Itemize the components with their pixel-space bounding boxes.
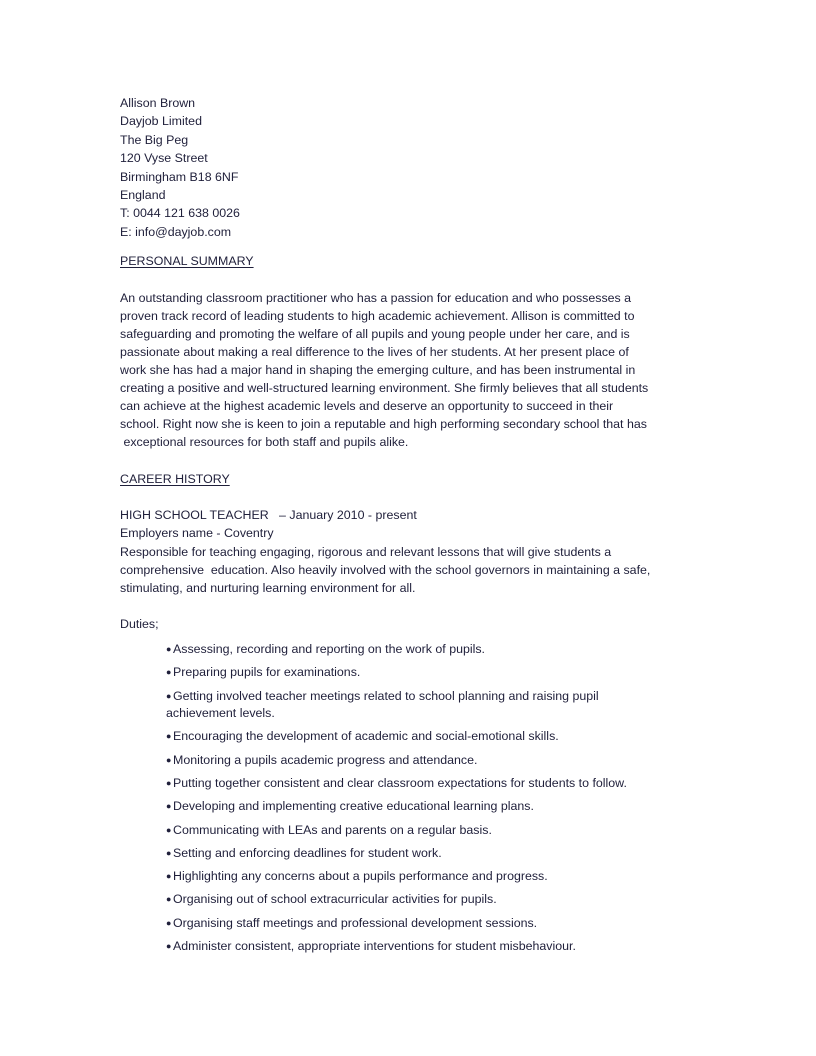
description-line: comprehensive education. Also heavily involved with the school governors in maintaining a safe, bbox=[120, 562, 651, 577]
bullet-icon: ● bbox=[166, 917, 172, 928]
list-item bbox=[166, 798, 666, 816]
contact-name: Allison Brown bbox=[120, 96, 196, 110]
duty-text: Preparing pupils for examinations. bbox=[173, 665, 361, 680]
duties-list bbox=[166, 641, 690, 956]
bullet-icon: ● bbox=[166, 801, 172, 812]
career-history-heading: CAREER HISTORY bbox=[120, 471, 230, 486]
duty-text: Organising staff meetings and professional development sessions. bbox=[173, 915, 538, 930]
contact-country: England bbox=[120, 188, 166, 203]
list-item bbox=[166, 845, 666, 863]
duty-text: Monitoring a pupils academic progress and attendance. bbox=[173, 752, 478, 767]
bullet-icon: ● bbox=[166, 871, 172, 882]
list-item bbox=[166, 915, 666, 933]
document-content bbox=[120, 94, 690, 961]
list-item bbox=[166, 775, 666, 793]
contact-company: Dayjob Limited bbox=[120, 114, 202, 129]
list-item bbox=[166, 938, 666, 956]
contact-email: E: info@dayjob.com bbox=[120, 224, 232, 239]
job-description bbox=[120, 543, 690, 597]
bullet-icon: ● bbox=[166, 667, 172, 678]
personal-summary-heading: PERSONAL SUMMARY bbox=[120, 254, 254, 269]
list-item bbox=[166, 664, 666, 682]
contact-block bbox=[120, 94, 690, 241]
duty-text: Assessing, recording and reporting on the work of pupils. bbox=[173, 642, 486, 656]
bullet-icon: ● bbox=[166, 754, 172, 765]
bullet-icon: ● bbox=[166, 731, 172, 742]
summary-line: proven track record of leading students to high academic achievement. Allison is committed to bbox=[120, 308, 635, 323]
summary-line: can achieve at the highest academic levels and deserve an opportunity to succeed in their bbox=[120, 399, 614, 414]
duty-text: Getting involved teacher meetings related to school planning and raising pupil achievement levels. bbox=[166, 688, 599, 721]
list-item bbox=[166, 688, 666, 723]
duty-text: Administer consistent, appropriate interventions for student misbehaviour. bbox=[173, 938, 576, 953]
list-item bbox=[166, 868, 666, 886]
employer-name: Employers name - Coventry bbox=[120, 526, 274, 541]
summary-line: school. Right now she is keen to join a reputable and high performing secondary school that has bbox=[120, 417, 647, 432]
description-line: Responsible for teaching engaging, rigorous and relevant lessons that will give students a bbox=[120, 544, 612, 559]
contact-street: 120 Vyse Street bbox=[120, 151, 208, 166]
contact-building: The Big Peg bbox=[120, 132, 189, 147]
bullet-icon: ● bbox=[166, 940, 172, 951]
duties-label: Duties; bbox=[120, 617, 159, 631]
summary-line: creating a positive and well-structured learning environment. She firmly believes that all students bbox=[120, 381, 649, 396]
list-item bbox=[166, 822, 666, 840]
duty-text: Organising out of school extracurricular activities for pupils. bbox=[173, 892, 497, 907]
list-item bbox=[166, 641, 666, 659]
bullet-icon: ● bbox=[166, 894, 172, 905]
bullet-icon: ● bbox=[166, 644, 172, 654]
duty-text: Encouraging the development of academic and social-emotional skills. bbox=[173, 729, 559, 744]
job-title: HIGH SCHOOL TEACHER – January 2010 - present bbox=[120, 507, 417, 522]
bullet-icon: ● bbox=[166, 847, 172, 858]
summary-line: safeguarding and promoting the welfare of all pupils and young people under her care, and is bbox=[120, 326, 630, 341]
duty-text: Highlighting any concerns about a pupils performance and progress. bbox=[173, 869, 548, 884]
duty-text: Communicating with LEAs and parents on a regular basis. bbox=[173, 822, 492, 837]
summary-line: exceptional resources for both staff and pupils alike. bbox=[120, 435, 409, 450]
bullet-icon: ● bbox=[166, 690, 172, 701]
bullet-icon: ● bbox=[166, 778, 172, 788]
list-item bbox=[166, 728, 666, 746]
list-item bbox=[166, 752, 666, 770]
bullet-icon: ● bbox=[166, 824, 172, 835]
summary-line: work she has had a major hand in shaping the emerging culture, and has been instrumental in bbox=[120, 363, 636, 378]
summary-line: passionate about making a real difference to the lives of her students. At her present place of bbox=[120, 344, 629, 359]
list-item bbox=[166, 891, 666, 909]
description-line: stimulating, and nurturing learning environment for all. bbox=[120, 580, 416, 595]
summary-line: An outstanding classroom practitioner who has a passion for education and who possesses a bbox=[120, 290, 632, 305]
contact-phone: T: 0044 121 638 0026 bbox=[120, 206, 240, 221]
duty-text: Setting and enforcing deadlines for student work. bbox=[173, 845, 442, 860]
duty-text: Putting together consistent and clear classroom expectations for students to follow. bbox=[173, 776, 627, 790]
contact-city: Birmingham B18 6NF bbox=[120, 169, 239, 184]
duty-text: Developing and implementing creative educational learning plans. bbox=[173, 799, 534, 814]
personal-summary-text bbox=[120, 289, 690, 452]
